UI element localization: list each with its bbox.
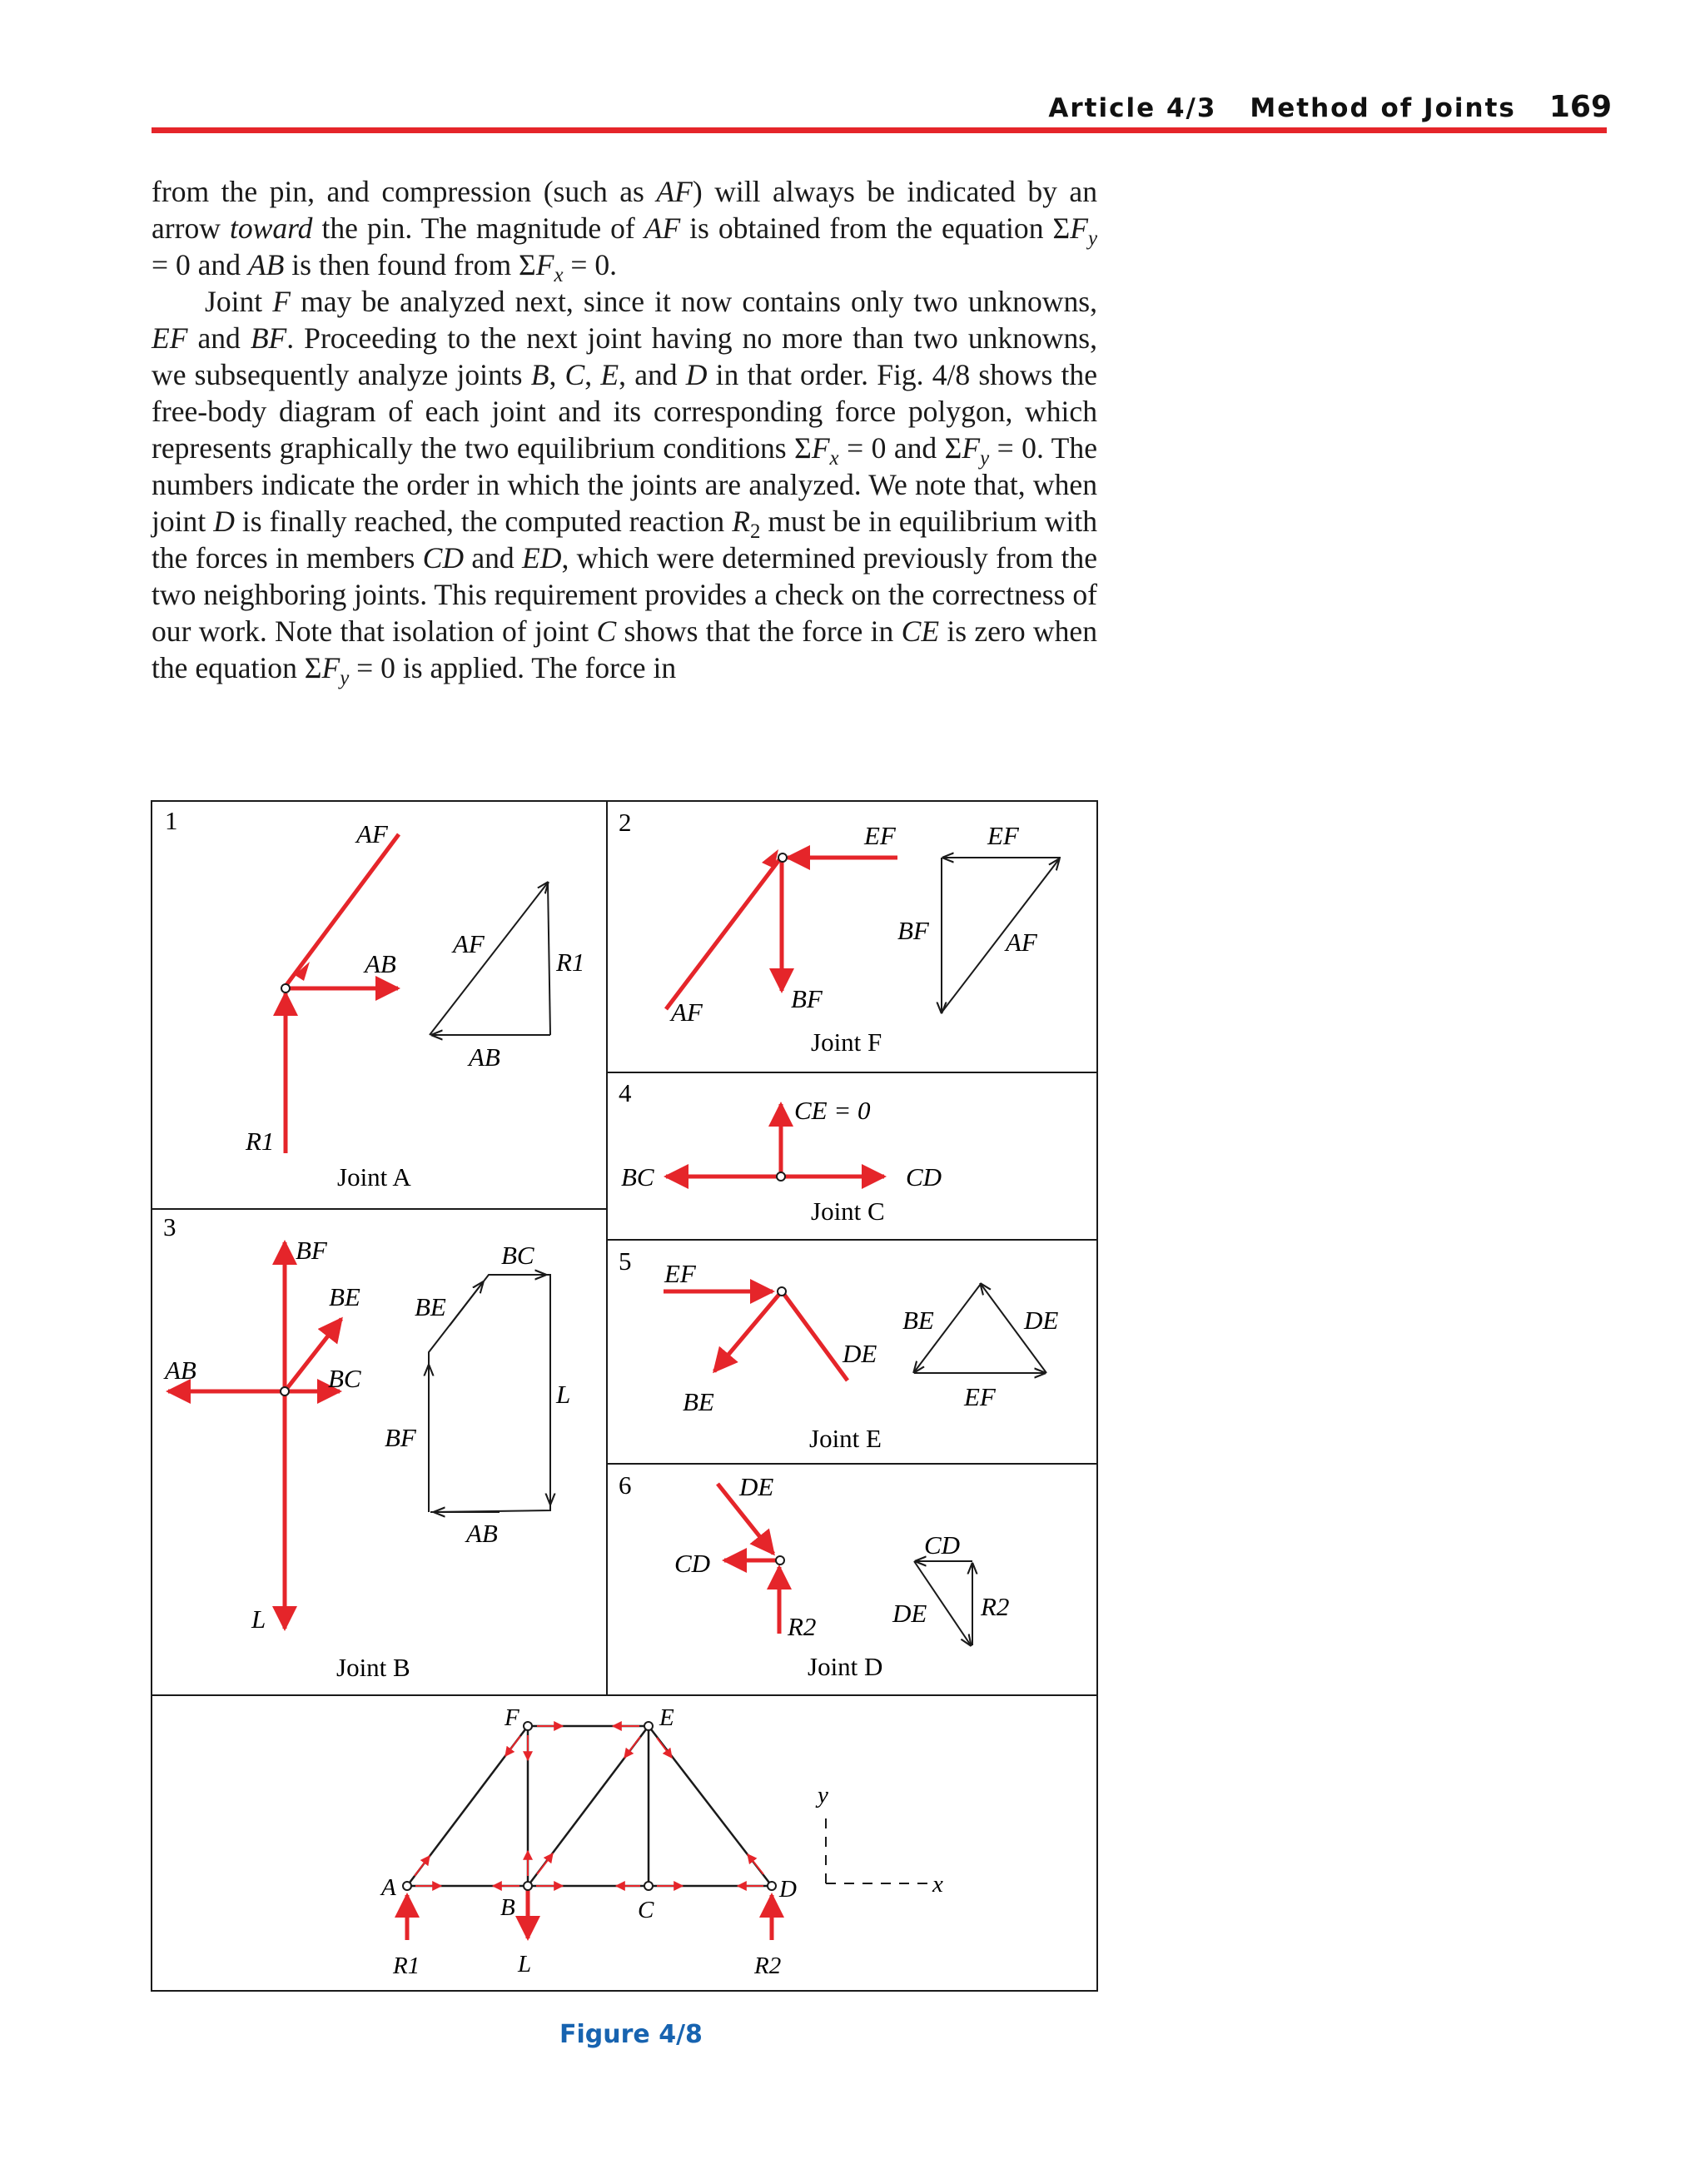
joint-label-a: A [381, 1874, 396, 1901]
panel-title: Joint C [811, 1196, 885, 1226]
label-be: BE [683, 1387, 714, 1416]
pin-joint [777, 1172, 785, 1181]
label-r2: R2 [788, 1612, 817, 1641]
panel-joint-a [165, 806, 584, 1191]
pin-joint [778, 853, 787, 862]
label-cd: CD [674, 1549, 711, 1578]
poly-label-be: BE [902, 1306, 934, 1335]
load-label-r1: R1 [393, 1953, 420, 1979]
joint-label-b: B [500, 1894, 515, 1921]
load-label-l: L [518, 1951, 532, 1978]
poly-label-bf: BF [385, 1423, 416, 1452]
poly-label-ab: AB [466, 1519, 498, 1548]
label-bf: BF [296, 1236, 327, 1265]
panel-joint-c [619, 1078, 942, 1226]
force-arrow-af [666, 858, 781, 1009]
label-l: L [251, 1604, 266, 1634]
force-polygon [430, 883, 550, 1035]
pin-joint [778, 1287, 786, 1296]
truss-members [407, 1726, 772, 1886]
paragraph-2: Joint F may be analyzed next, since it now contains only two unknowns, EF and BF. Proceeding to the next joint having no more than two unknowns, we subsequently analyze joints B, C, E, and D in that order. Fig. 4/8 shows the free-body diagram of each joint and its corresponding force polygon, which represents graphically the two equilibrium conditions $\Sigma F_x = 0$ and $\Sigma F_y = 0$. The numbers indicate the order in which the joints are analyzed. We note that, when joint D is finally reached, the computed reaction $R_2$ must be in equilibrium with the forces in members CD and ED, which were determined previously from the two neighboring joints. This requirement provides a check on the correctness of our work. Note that isolation of joint C shows that the force in CE is zero when the equation $\Sigma F_y = 0$ is applied. The force in [152, 285, 1098, 689]
panel-number: 2 [619, 808, 632, 837]
joint-label-c: C [638, 1897, 654, 1923]
panel-title: Joint A [337, 1162, 411, 1191]
label-de: DE [843, 1339, 877, 1368]
poly-label-ab: AB [469, 1042, 500, 1072]
poly-label-ef: EF [964, 1382, 996, 1411]
panel-title: Joint E [809, 1424, 882, 1453]
load-label-r2: R2 [754, 1953, 782, 1979]
label-af: AF [356, 819, 388, 848]
poly-label-af: AF [1006, 928, 1037, 957]
poly-label-r2: R2 [981, 1592, 1010, 1621]
label-ce: CE = 0 [794, 1096, 871, 1125]
pin-joint [776, 1556, 784, 1565]
coordinate-axes [826, 1813, 927, 1883]
poly-label-r1: R1 [556, 948, 585, 977]
poly-label-cd: CD [924, 1530, 961, 1560]
pin-joint [281, 1387, 289, 1395]
panel-joint-d [619, 1470, 1009, 1681]
poly-label-be: BE [415, 1292, 446, 1321]
panel-frame [152, 801, 1097, 1991]
poly-label-ef: EF [987, 821, 1019, 850]
label-ab: AB [165, 1356, 196, 1385]
panel-joint-f [619, 808, 1061, 1057]
panel-joint-e [619, 1246, 1058, 1453]
paragraph-1: from the pin, and compression (such as AF) will always be indicated by an arrow toward the pin. The magnitude of AF is obtained from the equation $\Sigma F_y = 0$ and AB is then found from $\Sigma F_x = 0$. [152, 175, 1097, 286]
axis-label-y: y [818, 1782, 828, 1808]
label-ab: AB [365, 949, 396, 978]
page-number: 169 [1548, 90, 1612, 124]
panel-title: Joint B [336, 1653, 410, 1682]
force-polygon [942, 858, 1061, 1012]
label-r1: R1 [246, 1127, 275, 1156]
label-bc: BC [621, 1162, 654, 1191]
poly-label-bf: BF [897, 916, 929, 945]
poly-label-de: DE [892, 1599, 927, 1628]
force-arrow-de [783, 1292, 848, 1381]
poly-label-l: L [556, 1380, 571, 1409]
force-arrow-be [714, 1292, 781, 1371]
section-title: Method of Joints [1250, 93, 1516, 123]
label-bc: BC [328, 1364, 361, 1393]
panel-number: 3 [163, 1212, 176, 1241]
panel-title: Joint D [808, 1652, 883, 1681]
label-be: BE [329, 1282, 360, 1311]
panel-number: 4 [619, 1078, 632, 1107]
external-force-arrows [407, 1888, 772, 1940]
poly-label-bc: BC [501, 1241, 534, 1270]
joint-label-f: F [505, 1704, 519, 1731]
label-bf: BF [791, 984, 823, 1013]
label-de: DE [739, 1472, 774, 1501]
truss-diagram [380, 1704, 943, 1979]
label-cd: CD [906, 1162, 942, 1191]
panel-number: 6 [619, 1470, 632, 1500]
figure-caption: Figure 4/8 [559, 2020, 703, 2049]
article-number: Article 4/3 [1048, 93, 1217, 123]
panel-number: 5 [619, 1246, 632, 1276]
label-af: AF [671, 997, 703, 1027]
poly-label-af: AF [453, 929, 485, 958]
label-ef: EF [864, 821, 896, 850]
axis-label-x: x [932, 1871, 943, 1898]
panel-joint-b [163, 1212, 570, 1682]
pin-joint [281, 984, 290, 993]
joint-label-d: D [779, 1876, 797, 1903]
panel-number: 1 [165, 806, 178, 835]
label-ef: EF [664, 1259, 696, 1288]
force-polygon [429, 1275, 550, 1512]
poly-label-de: DE [1024, 1306, 1059, 1335]
joint-label-e: E [659, 1704, 674, 1731]
panel-title: Joint F [811, 1027, 882, 1057]
